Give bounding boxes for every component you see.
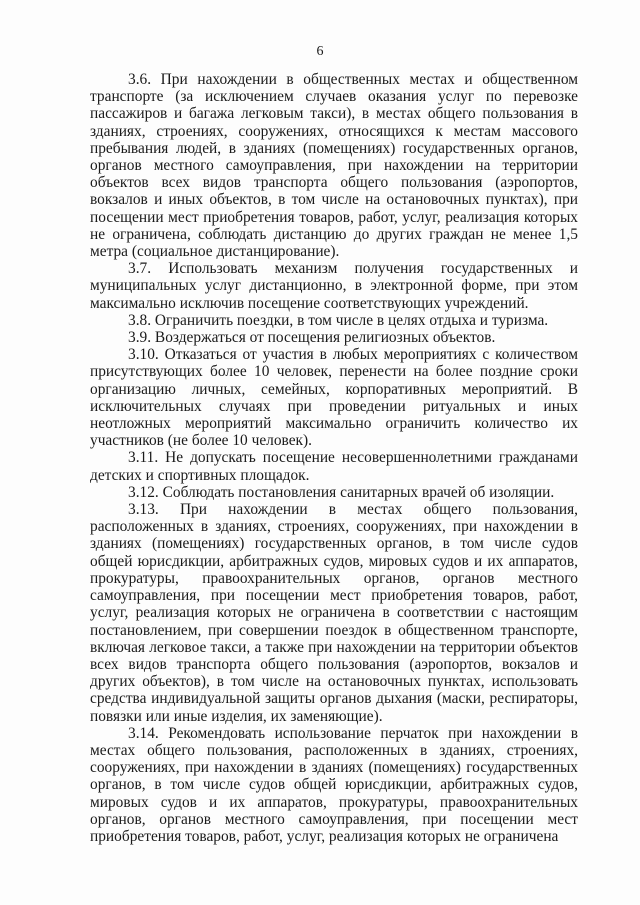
page-number: 6 [316, 44, 324, 59]
paragraph-3-9: 3.9. Воздержаться от посещения религиозных объектов. [128, 329, 496, 347]
document-body [90, 71, 578, 845]
paragraph-3-13: 3.13. При нахождении в местах общего пользования, расположенных в зданиях, строениях, сооружениях, при нахождении в зданиях (помещениях) государственных органов, в том числе судов общей юрисдикции, арбитражных судов, мировых судов и их аппаратов, прокуратуры, правоохранительных органов, органов местного самоуправления, при посещении мест приобретения товаров, работ, услуг, реализация которых не ограничена в соответствии с настоящим постановлением, при совершении поездок в общественном транспорте, включая легковое такси, а также при нахождении на территории объектов всех видов транспорта общего пользования (аэропортов, вокзалов и других объектов), в том числе на остановочных пунктах, использовать средства индивидуальной защиты органов дыхания (маски, респираторы, повязки или иные изделия, их заменяющие). [90, 501, 578, 725]
paragraph-3-12: 3.12. Соблюдать постановления санитарных врачей об изоляции. [128, 483, 555, 501]
paragraph-3-14: 3.14. Рекомендовать использование перчаток при нахождении в местах общего пользования, расположенных в зданиях, строениях, сооружениях, при нахождении в зданиях (помещениях) государственных органов, в том числе судов общей юрисдикции, арбитражных судов, мировых судов и их аппаратов, прокуратуры, правоохранительных органов, органов местного самоуправления, при посещении мест приобретения товаров, работ, услуг, реализация которых не ограничена [90, 724, 578, 845]
paragraph-3-10: 3.10. Отказаться от участия в любых мероприятиях с количеством присутствующих более 10 человек, перенести на более поздние сроки организацию личных, семейных, корпоративных мероприятий. В исключительных случаях при проведении ритуальных и иных неотложных мероприятий максимально ограничить количество их участников (не более 10 человек). [90, 346, 578, 450]
paragraph-3-6: 3.6. При нахождении в общественных местах и общественном транспорте (за исключением случаев оказания услуг по перевозке пассажиров и багажа легковым такси), в местах общего пользования в зданиях, строениях, сооружениях, относящихся к местам массового пребывания людей, в зданиях (помещениях) государственных органов, органов местного самоуправления, при нахождении на территории объектов всех видов транспорта общего пользования (аэропортов, вокзалов и иных объектов, в том числе на остановочных пунктах), при посещении мест приобретения товаров, работ, услуг, реализация которых не ограничена, соблюдать дистанцию до других граждан не менее 1,5 метра (социальное дистанцирование). [90, 71, 578, 261]
paragraph-3-8: 3.8. Ограничить поездки, в том числе в целях отдыха и туризма. [128, 311, 549, 329]
paragraph-3-7: 3.7. Использовать механизм получения государственных и муниципальных услуг дистанционно, в электронной форме, при этом максимально исключив посещение соответствующих учреждений. [90, 260, 578, 312]
paragraph-3-11: 3.11. Не допускать посещение несовершеннолетними гражданами детских и спортивных площадок. [90, 449, 578, 484]
